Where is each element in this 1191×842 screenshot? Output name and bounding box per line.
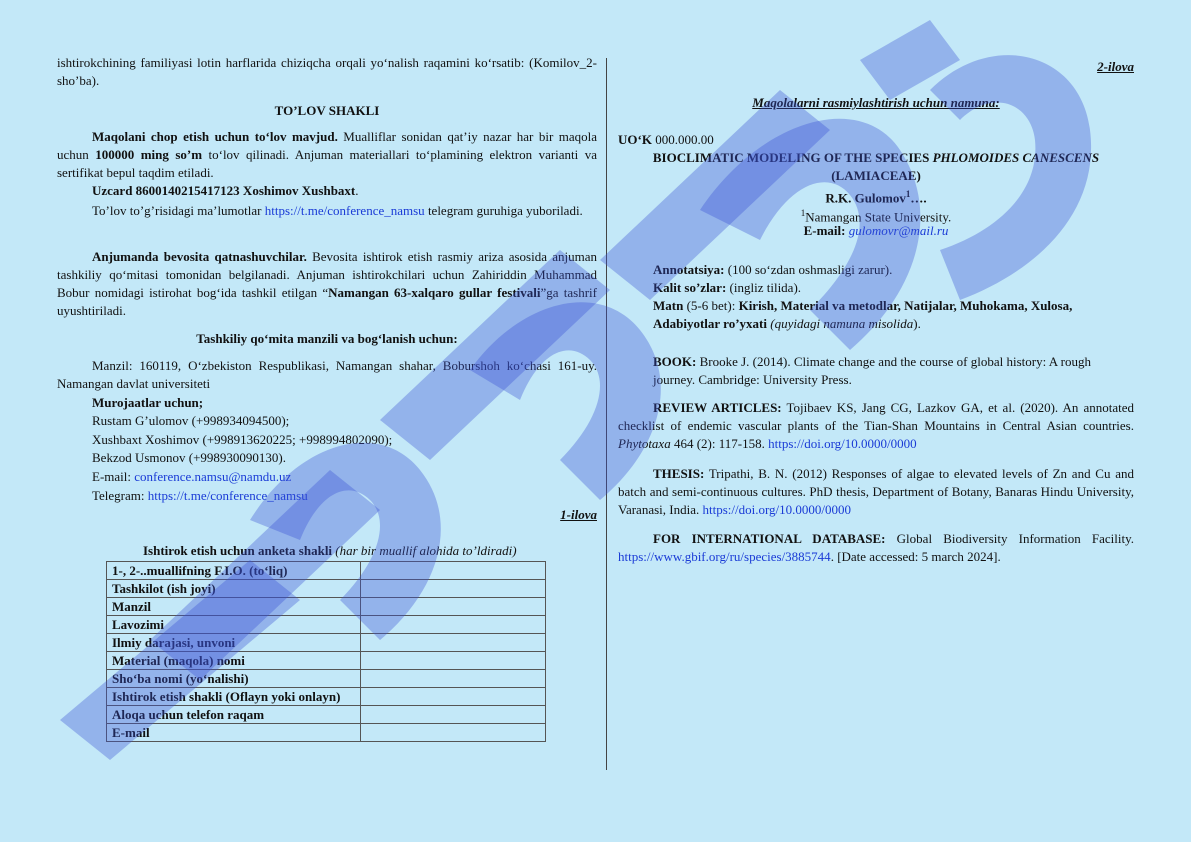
article-title: BIOCLIMATIC MODELING OF THE SPECIES PHLOMOIDES CANESCENS bbox=[652, 150, 1100, 165]
address-paragraph: Manzil: 160119, O‘zbekiston Respublikasi, Namangan shahar, Boburshoh ko‘chasi 161-uy. Namangan davlat universiteti bbox=[57, 358, 597, 391]
contact-item: Rustam G’ulomov (+998934094500); bbox=[92, 413, 290, 428]
international-database-reference: FOR INTERNATIONAL DATABASE: Global Biodiversity Information Facility. https://www.gbif.org/ru/species/3885744. [Date accessed: 5 march 2024]. bbox=[618, 531, 1135, 564]
form-field-value[interactable] bbox=[361, 688, 546, 706]
form-field-value[interactable] bbox=[361, 652, 546, 670]
contact-item: Bekzod Usmonov (+998930090130). bbox=[92, 450, 287, 465]
review-reference: REVIEW ARTICLES: Tojibaev KS, Jang CG, Lazkov GA, et al. (2020). An annotated checklist of endemic vascular plants of the Tian-Shan Mountains in Central Asian countries. Phytotaxa 464 (2): 117-158. https://doi.org/10.0000/0000 bbox=[618, 400, 1134, 451]
form-field-value[interactable] bbox=[361, 580, 546, 598]
form-field-label: Tashkilot (ish joyi) bbox=[107, 580, 361, 598]
telegram-group-link[interactable]: https://t.me/conference_namsu bbox=[264, 203, 425, 218]
text-structure-line: Matn (5-6 bet): Kirish, Material va metodlar, Natijalar, Muhokama, Xulosa, Adabiyotlar ro’yxati (quyidagi namuna misolida). bbox=[653, 298, 1073, 331]
author-email-line: E-mail: gulomovr@mail.ru bbox=[803, 223, 949, 238]
form-field-label: E-mail bbox=[107, 724, 361, 742]
annotation-line: Annotatsiya: (100 so‘zdan oshmasligi zarur). bbox=[653, 262, 893, 277]
form-field-label: Ishtirok etish shakli (Oflayn yoki onlayn) bbox=[107, 688, 361, 706]
form-row bbox=[107, 562, 546, 580]
email-link[interactable]: conference.namsu@namdu.uz bbox=[134, 469, 292, 484]
form-field-label: Ilmiy darajasi, unvoni bbox=[107, 634, 361, 652]
form-row bbox=[107, 706, 546, 724]
form-row bbox=[107, 724, 546, 742]
form-field-label: Lavozimi bbox=[107, 616, 361, 634]
contacts-title: Murojaatlar uchun; bbox=[92, 395, 204, 410]
appendix-1-label: 1-ilova bbox=[560, 507, 597, 522]
form-row bbox=[107, 670, 546, 688]
form-row bbox=[107, 616, 546, 634]
contact-item: Xushbaxt Xoshimov (+998913620225; +998994802090); bbox=[92, 432, 393, 447]
form-field-value[interactable] bbox=[361, 706, 546, 724]
telegram-line: Telegram: https://t.me/conference_namsu bbox=[92, 488, 308, 503]
payment-paragraph: Maqolani chop etish uchun to‘lov mavjud. Mualliflar sonidan qat’iy nazar har bir maqola uchun 100000 ming so’m to‘lov qilinadi. Anjuman materiallari to‘plamining elektron varianti va sertifikat bepul taqdim etiladi. bbox=[57, 129, 598, 180]
article-title-family: (LAMIACEAE) bbox=[831, 168, 921, 183]
review-doi-link[interactable]: https://doi.org/10.0000/0000 bbox=[768, 436, 917, 451]
thesis-doi-link[interactable]: https://doi.org/10.0000/0000 bbox=[702, 502, 852, 517]
address-title: Tashkiliy qo‘mita manzili va bog‘lanish uchun: bbox=[196, 331, 458, 346]
form-field-value[interactable] bbox=[361, 724, 546, 742]
payment-title: TO’LOV SHAKLI bbox=[274, 103, 380, 118]
form-field-label: Material (maqola) nomi bbox=[107, 652, 361, 670]
form-field-label: Manzil bbox=[107, 598, 361, 616]
udk-line: UO‘K 000.000.00 bbox=[618, 132, 714, 147]
form-row bbox=[107, 688, 546, 706]
email-line: E-mail: conference.namsu@namdu.uz bbox=[92, 469, 292, 484]
affiliation-line: $^1$Namangan State University. bbox=[800, 208, 952, 225]
column-divider bbox=[606, 58, 607, 770]
book-reference: BOOK: Brooke J. (2014). Climate change and the course of global history: A rough journey. Cambridge: University Press. bbox=[653, 354, 1091, 387]
sample-title: Maqolalarni rasmiylashtirish uchun namuna: bbox=[752, 95, 1000, 110]
appendix-2-label: 2-ilova bbox=[1097, 59, 1134, 74]
form-field-value[interactable] bbox=[361, 670, 546, 688]
form-field-label: Aloqa uchun telefon raqam bbox=[107, 706, 361, 724]
payment-info-paragraph: To’lov to’g’risidagi ma’lumotlar https://t.me/conference_namsu telegram guruhiga yuboriladi. bbox=[92, 203, 583, 218]
direct-participants-paragraph: Anjumanda bevosita qatnashuvchilar. Bevosita ishtirok etish rasmiy ariza asosida anjuman tashkiliy qo‘mitasi tomonidan belgilanadi. Anjuman ishtirokchilari uchun Zahiriddin Muhammad Bobur nomidagi istirohat bog‘ida tashkil etilgan “Namangan 63-xalqaro gullar festivali”ga tashrif uyushtiriladi. bbox=[57, 249, 598, 318]
form-row bbox=[107, 634, 546, 652]
keywords-line: Kalit so’zlar: (ingliz tilida). bbox=[653, 280, 802, 295]
form-row bbox=[107, 598, 546, 616]
form-row bbox=[107, 652, 546, 670]
telegram-link[interactable]: https://t.me/conference_namsu bbox=[147, 488, 308, 503]
form-field-value[interactable] bbox=[361, 616, 546, 634]
form-title: Ishtirok etish uchun anketa shakli (har bir muallif alohida to’ldiradi) bbox=[143, 543, 517, 558]
form-field-label: Sho‘ba nomi (yo‘nalishi) bbox=[107, 670, 361, 688]
author-email[interactable]: gulomovr@mail.ru bbox=[848, 223, 949, 238]
form-field-value[interactable] bbox=[361, 634, 546, 652]
form-field-label: 1-, 2-..muallifning F.I.O. (to‘liq) bbox=[107, 562, 361, 580]
form-field-value[interactable] bbox=[361, 562, 546, 580]
intro-paragraph: ishtirokchining familiyasi lotin harflarida chiziqcha orqali yo‘nalish raqamini ko‘rsatib: (Komilov_2-sho’ba). bbox=[57, 55, 597, 88]
gbif-link[interactable]: https://www.gbif.org/ru/species/3885744 bbox=[618, 549, 831, 564]
registration-form-table bbox=[106, 561, 546, 742]
card-number: Uzcard 8600140215417123 Xoshimov Xushbaxt. bbox=[92, 183, 359, 198]
author-line: R.K. Gulomov$^1$…. bbox=[825, 189, 927, 206]
form-row bbox=[107, 580, 546, 598]
form-field-value[interactable] bbox=[361, 598, 546, 616]
thesis-reference: THESIS: Tripathi, B. N. (2012) Responses of algae to elevated levels of Zn and Cu and batch and semi-continuous cultures. PhD thesis, Department of Botany, Banaras Hindu University, Varanasi, India. https://doi.org/10.0000/0000 bbox=[618, 466, 1134, 517]
